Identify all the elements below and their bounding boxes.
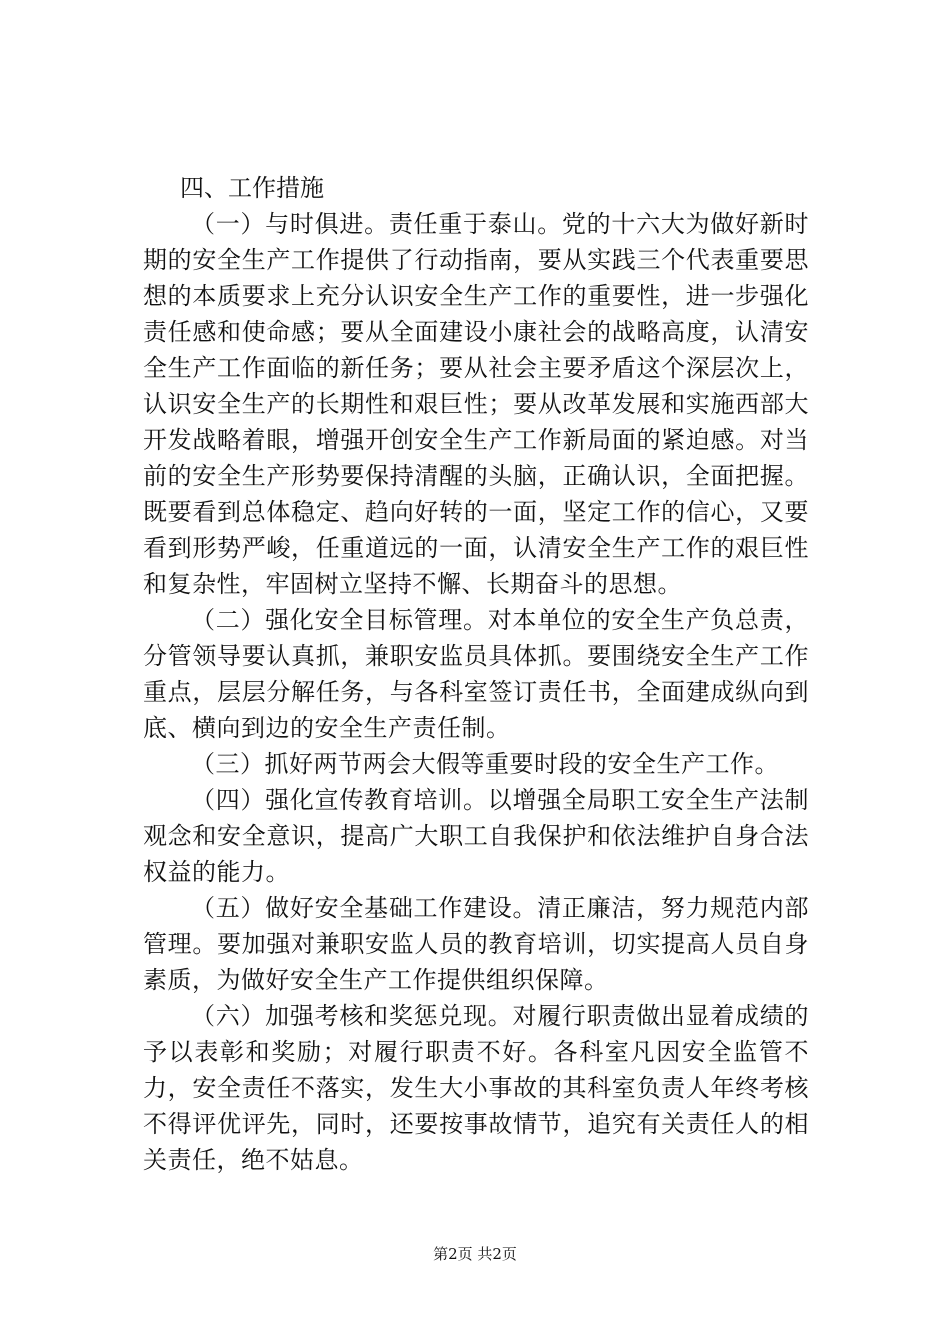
page-footer: 第2页 共2页 <box>433 1245 517 1263</box>
paragraph-5: （五）做好安全基础工作建设。清正廉洁，努力规范内部管理。要加强对兼职安监人员的教育培训，切实提高人员自身素质，为做好安全生产工作提供组织保障。 <box>143 894 809 994</box>
section-heading: 四、工作措施 <box>180 174 324 202</box>
paragraph-4: （四）强化宣传教育培训。以增强全局职工安全生产法制观念和安全意识，提高广大职工自我保护和依法维护自身合法权益的能力。 <box>143 786 809 886</box>
paragraph-3: （三）抓好两节两会大假等重要时段的安全生产工作。 <box>191 750 779 778</box>
paragraph-1: （一）与时俱进。责任重于泰山。党的十六大为做好新时期的安全生产工作提供了行动指南，要从实践三个代表重要思想的本质要求上充分认识安全生产工作的重要性，进一步强化责任感和使命感；要从全面建设小康社会的战略高度，认清安全生产工作面临的新任务；要从社会主要矛盾这个深层次上，认识安全生产的长期性和艰巨性；要从改革发展和实施西部大开发战略着眼，增强开创安全生产工作新局面的紧迫感。对当前的安全生产形势要保持清醒的头脑，正确认识，全面把握。既要看到总体稳定、趋向好转的一面，坚定工作的信心，又要看到形势严峻，任重道远的一面，认清安全生产工作的艰巨性和复杂性，牢固树立坚持不懈、长期奋斗的思想。 <box>143 210 809 598</box>
document-body <box>143 170 809 1178</box>
paragraph-2: （二）强化安全目标管理。对本单位的安全生产负总责，分管领导要认真抓，兼职安监员具体抓。要围绕安全生产工作重点，层层分解任务，与各科室签订责任书，全面建成纵向到底、横向到边的安全生产责任制。 <box>143 606 809 742</box>
paragraph-6: （六）加强考核和奖惩兑现。对履行职责做出显着成绩的予以表彰和奖励；对履行职责不好。各科室凡因安全监管不力，安全责任不落实，发生大小事故的其科室负责人年终考核不得评优评先，同时，还要按事故情节，追究有关责任人的相关责任，绝不姑息。 <box>143 1002 809 1174</box>
